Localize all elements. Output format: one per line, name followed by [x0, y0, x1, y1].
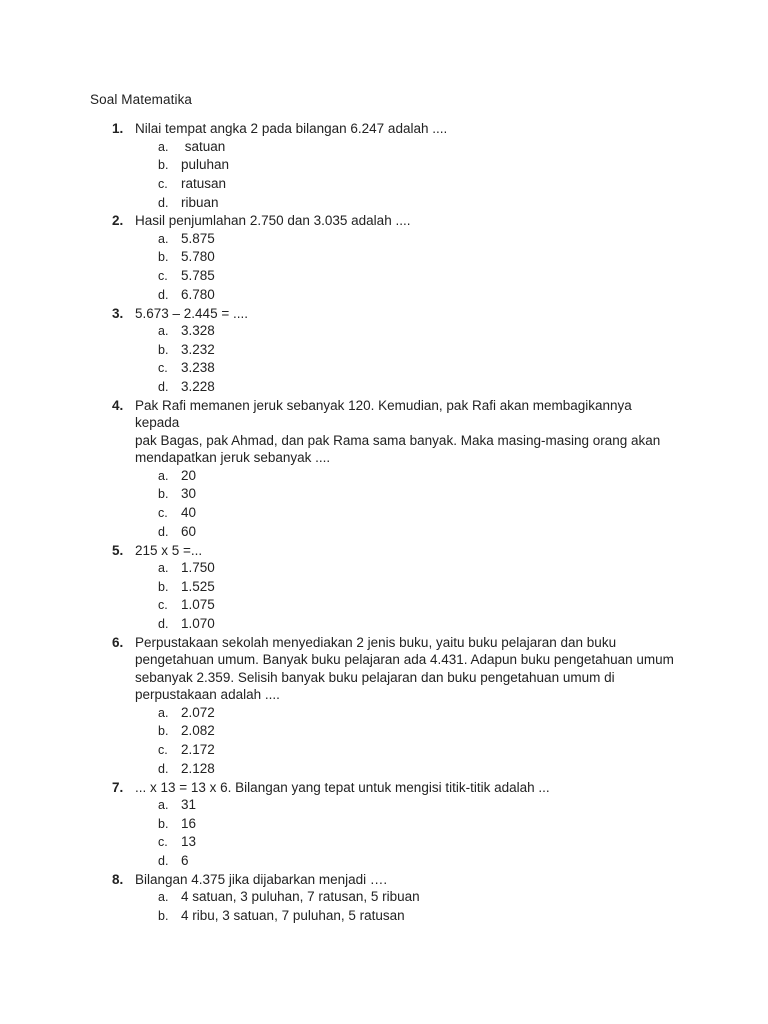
question-item	[0, 212, 768, 304]
option-letter: b.	[158, 487, 169, 502]
option-letter: d.	[158, 380, 169, 395]
option-item	[0, 156, 768, 175]
option-list	[0, 888, 768, 925]
option-text: 1.750	[181, 560, 215, 575]
document-title: Soal Matematika	[90, 92, 193, 107]
option-letter: a.	[158, 561, 169, 575]
option-letter: b.	[158, 158, 169, 173]
option-letter: a.	[158, 231, 169, 246]
option-item	[0, 796, 768, 815]
option-letter: b.	[158, 908, 169, 923]
option-item	[0, 286, 768, 305]
option-item	[0, 704, 768, 723]
option-list	[0, 138, 768, 213]
question-text: ... x 13 = 13 x 6. Bilangan yang tepat untuk mengisi titik-titik adalah ...	[135, 779, 550, 795]
option-letter: d.	[158, 617, 169, 632]
question-text: Perpustakaan sekolah menyediakan 2 jenis buku, yaitu buku pelajaran dan buku pengetahuan umum. Banyak buku pelajaran ada 4.431. Adapun buku pengetahuan umum sebanyak 2.359. Selisih banyak buku pelajaran dan buku pengetahuan umum di perpustakaan adalah ....	[135, 634, 674, 703]
option-text: 1.525	[181, 578, 215, 594]
option-item	[0, 175, 768, 194]
option-letter: a.	[158, 705, 169, 720]
option-letter: c.	[158, 835, 168, 850]
question-number: 7.	[112, 779, 124, 795]
option-letter: b.	[158, 579, 169, 594]
option-letter: d.	[158, 195, 169, 210]
option-letter: b.	[158, 816, 169, 831]
option-item	[0, 248, 768, 267]
option-item	[0, 230, 768, 249]
question-text: Hasil penjumlahan 2.750 dan 3.035 adalah ....	[135, 213, 411, 229]
option-letter: b.	[158, 342, 169, 357]
option-letter: d.	[158, 287, 169, 302]
option-letter: c.	[158, 361, 168, 376]
option-item	[0, 833, 768, 852]
question-text: 5.673 – 2.445 = ....	[135, 305, 248, 321]
question-number: 4.	[112, 397, 124, 413]
option-text: ribuan	[181, 194, 219, 210]
option-text: 6.780	[181, 286, 215, 302]
question-item	[0, 871, 768, 926]
option-item	[0, 578, 768, 597]
option-item	[0, 485, 768, 504]
option-text: 6	[181, 853, 189, 869]
option-item	[0, 852, 768, 871]
option-text: 2.082	[181, 723, 215, 739]
option-list	[0, 704, 768, 779]
option-text: puluhan	[181, 157, 230, 173]
option-text: 4 ribu, 3 satuan, 7 puluhan, 5 ratusan	[181, 907, 405, 923]
option-letter: b.	[158, 724, 169, 739]
option-text: ratusan	[181, 175, 227, 191]
option-text: 3.228	[181, 379, 215, 395]
option-item	[0, 341, 768, 360]
option-item	[0, 741, 768, 760]
option-text: 16	[181, 815, 197, 831]
option-text: 1.075	[181, 597, 215, 613]
option-item	[0, 523, 768, 542]
option-letter: c.	[158, 269, 168, 284]
option-item	[0, 194, 768, 213]
option-item	[0, 722, 768, 741]
option-text: 1.070	[181, 616, 215, 632]
option-text: 30	[181, 486, 197, 502]
option-letter: a.	[158, 324, 169, 338]
option-text: 13	[181, 834, 197, 850]
option-item	[0, 138, 768, 157]
option-text: 40	[181, 505, 197, 521]
option-letter: c.	[158, 743, 168, 758]
option-text: 3.238	[181, 360, 215, 376]
question-item	[0, 542, 768, 634]
question-item	[0, 120, 768, 212]
question-item	[0, 634, 768, 779]
option-text: satuan	[181, 138, 226, 154]
option-text: 2.172	[181, 742, 215, 758]
question-number: 3.	[112, 305, 124, 321]
option-text: 60	[181, 523, 197, 539]
question-item	[0, 779, 768, 871]
question-number: 2.	[112, 213, 124, 229]
option-item	[0, 615, 768, 634]
option-letter: c.	[158, 598, 168, 613]
option-item	[0, 322, 768, 341]
option-item	[0, 467, 768, 486]
question-item	[0, 305, 768, 397]
option-list	[0, 467, 768, 542]
option-text: 5.780	[181, 249, 215, 265]
option-letter: d.	[158, 524, 169, 539]
option-letter: a.	[158, 890, 169, 905]
question-number: 1.	[112, 121, 124, 136]
option-list	[0, 230, 768, 305]
question-text: Nilai tempat angka 2 pada bilangan 6.247 adalah ....	[135, 121, 448, 136]
option-letter: a.	[158, 468, 169, 483]
option-letter: a.	[158, 139, 169, 154]
question-number: 6.	[112, 634, 124, 650]
option-letter: d.	[158, 761, 169, 776]
question-text: Bilangan 4.375 jika dijabarkan menjadi ….	[135, 871, 388, 887]
option-item	[0, 907, 768, 926]
option-item	[0, 359, 768, 378]
option-item	[0, 378, 768, 397]
option-letter: a.	[158, 798, 169, 812]
question-text: Pak Rafi memanen jeruk sebanyak 120. Kemudian, pak Rafi akan membagikannya kepada pak Bagas, pak Ahmad, dan pak Rama sama banyak. Maka masing-masing orang akan mendapatkan jeruk sebanyak ....	[135, 397, 661, 466]
question-text: 215 x 5 =...	[135, 542, 203, 558]
option-letter: c.	[158, 176, 168, 191]
option-text: 3.232	[181, 341, 215, 357]
option-item	[0, 596, 768, 615]
option-text: 4 satuan, 3 puluhan, 7 ratusan, 5 ribuan	[181, 889, 420, 905]
option-letter: d.	[158, 854, 169, 869]
option-list	[0, 322, 768, 397]
option-item	[0, 504, 768, 523]
option-text: 5.785	[181, 268, 215, 284]
question-number: 5.	[112, 542, 124, 558]
option-item	[0, 815, 768, 834]
option-text: 20	[181, 467, 197, 483]
option-text: 31	[181, 797, 197, 812]
option-list	[0, 559, 768, 634]
option-list	[0, 796, 768, 871]
option-text: 2.128	[181, 760, 215, 776]
option-letter: c.	[158, 506, 168, 521]
option-item	[0, 559, 768, 578]
option-letter: b.	[158, 250, 169, 265]
question-list	[0, 120, 768, 926]
option-item	[0, 760, 768, 779]
question-number: 8.	[112, 871, 124, 887]
option-text: 3.328	[181, 323, 215, 338]
question-item	[0, 397, 768, 542]
option-item	[0, 888, 768, 907]
option-item	[0, 267, 768, 286]
option-text: 2.072	[181, 704, 215, 720]
option-text: 5.875	[181, 230, 215, 246]
